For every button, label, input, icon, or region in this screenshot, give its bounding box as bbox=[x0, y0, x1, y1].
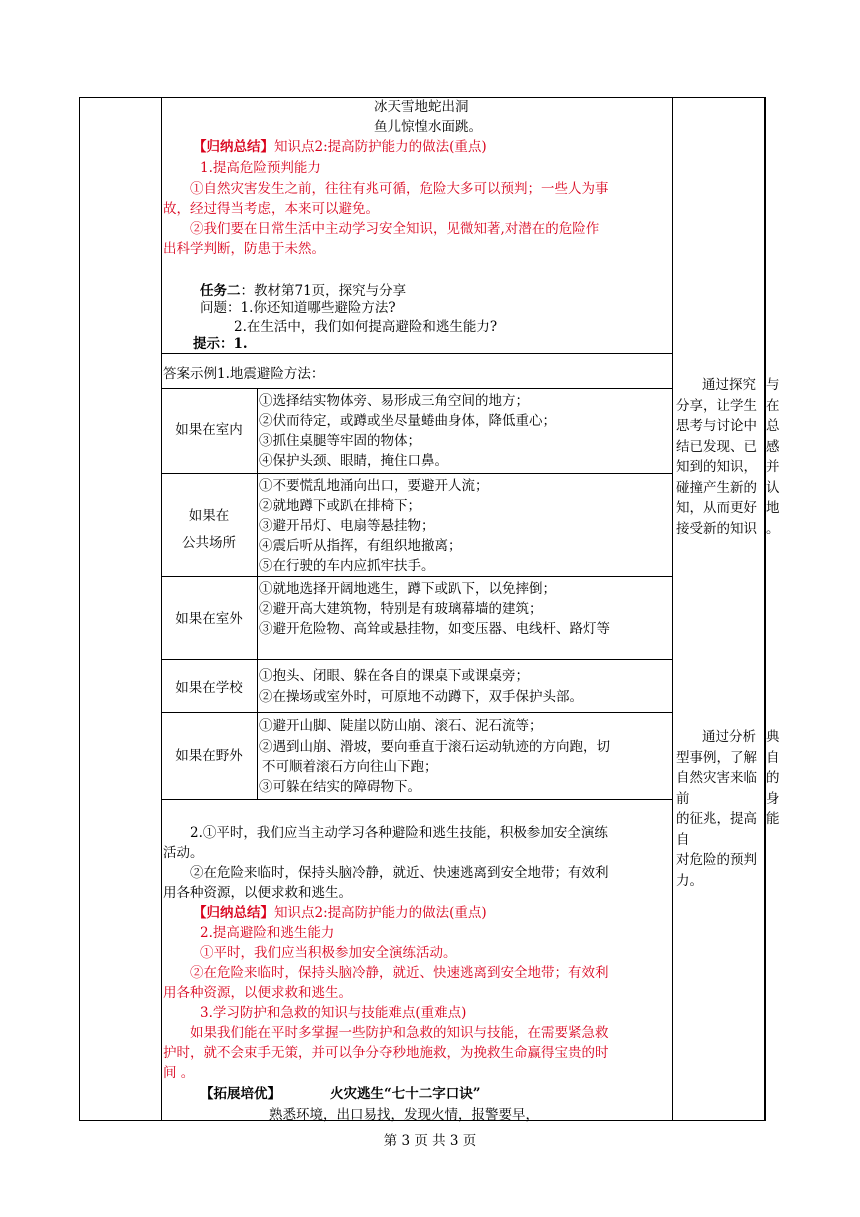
side-line: 力。 bbox=[676, 872, 703, 889]
task2-label: 任务二 bbox=[200, 283, 241, 299]
row-item: ③避开吊灯、电扇等悬挂物； bbox=[259, 518, 435, 534]
summary2-line1: ①平时，我们应当积极参加安全演练活动。 bbox=[200, 945, 457, 961]
row-item: ③避开危险物、高耸或悬挂物，如变压器、电线杆、路灯等 bbox=[259, 621, 610, 637]
summary-tag: 【归纳总结】 bbox=[193, 139, 274, 155]
summary2-line6: 间 。 bbox=[163, 1065, 195, 1081]
row-item: ②避开高大建筑物，特别是有玻璃幕墙的建筑； bbox=[259, 601, 543, 617]
answer2-line3: ②在危险来临时，保持头脑冷静，就近、快速逃离到安全地带；有效利 bbox=[190, 865, 609, 881]
hint-value: 1. bbox=[233, 336, 248, 352]
side-char: 并 bbox=[766, 459, 780, 475]
summary2-item3: 3.学习防护和急救的知识与技能难点(重难点) bbox=[200, 1005, 467, 1021]
design-intent-2b bbox=[766, 727, 786, 830]
divider bbox=[161, 659, 672, 660]
row-item: ①选择结实物体旁、易形成三角空间的地方； bbox=[259, 393, 529, 409]
task2-question-1: 问题：1.你还知道哪些避险方法? bbox=[200, 300, 396, 316]
answer2-line4: 用各种资源，以便求救和逃生。 bbox=[163, 885, 352, 901]
summary1-p1-line1: ①自然灾害发生之前，往往有兆可循，危险大多可以预判；一些人为事 bbox=[190, 181, 609, 197]
row-label-wild: 如果在野外 bbox=[175, 748, 243, 764]
poem-line-1: 冰天雪地蛇出洞 bbox=[374, 99, 469, 115]
extension-title: 火灾逃生“七十二字口诀” bbox=[330, 1086, 481, 1102]
side-line: 结已发现、已 bbox=[676, 438, 757, 455]
side-char: 的 bbox=[766, 770, 780, 786]
row-item: ③抓住桌腿等牢固的物体； bbox=[259, 433, 421, 449]
side-char: 身 bbox=[766, 790, 780, 807]
row-label-outdoor: 如果在室外 bbox=[175, 611, 243, 627]
side-char: 自 bbox=[766, 749, 780, 766]
design-intent-1 bbox=[676, 375, 764, 539]
side-char: 能 bbox=[766, 811, 780, 827]
answer-example: 答案示例1.地震避险方法： bbox=[163, 366, 325, 382]
side-line: 碰撞产生新的 bbox=[676, 479, 757, 496]
row-label-public-2: 公共场所 bbox=[182, 535, 236, 551]
row-item: ④保护头颈、眼睛，掩住口鼻。 bbox=[259, 453, 448, 469]
poem-line-2: 鱼儿惊惶水面跳。 bbox=[374, 119, 482, 135]
side-line: 分享，让学生 bbox=[676, 397, 757, 414]
side-line: 型事例，了解 bbox=[676, 749, 757, 766]
extension-line1: 熟悉环境，出口易找，发现火情，报警要早， bbox=[269, 1107, 539, 1123]
side-char: 认 bbox=[766, 479, 780, 496]
side-line: 对危险的预判 bbox=[676, 852, 757, 868]
row-item: ①不要慌乱地涌向出口，要避开人流； bbox=[259, 478, 489, 494]
task2-question-2: 2.在生活中，我们如何提高避险和逃生能力? bbox=[234, 319, 498, 335]
side-char: 总 bbox=[766, 418, 780, 434]
divider bbox=[161, 388, 672, 389]
row-item: ①抱头、闭眼、躲在各自的课桌下或课桌旁； bbox=[259, 668, 529, 684]
side-char: 地 bbox=[766, 500, 780, 516]
row-item: ③可躲在结实的障碍物下。 bbox=[259, 779, 421, 795]
hint-label: 提示： bbox=[193, 336, 234, 352]
side-line: 知到的知识， bbox=[676, 459, 757, 475]
row-item: ②就地蹲下或趴在排椅下； bbox=[259, 498, 421, 514]
row-item: ①避开山脚、陡崖以防山崩、滚石、泥石流等； bbox=[259, 718, 543, 734]
row-item: ②在操场或室外时，可原地不动蹲下，双手保护头部。 bbox=[259, 689, 583, 705]
side-line: 知，从而更好 bbox=[676, 500, 757, 516]
side-line: 自然灾害来临前 bbox=[676, 770, 757, 807]
extension-tag: 【拓展培优】 bbox=[200, 1086, 281, 1102]
answer2-line1: 2.①平时，我们应当主动学习各种避险和逃生技能，积极参加安全演练 bbox=[190, 825, 608, 841]
divider bbox=[257, 388, 258, 799]
row-item: 不可顺着滚石方向往山下跑； bbox=[262, 759, 438, 775]
side-line: 的征兆，提高自 bbox=[676, 811, 757, 848]
row-item: ②遇到山崩、滑坡，要向垂直于滚石运动轨迹的方向跑，切 bbox=[259, 739, 610, 755]
summary1-p2-line2: 出科学判断，防患于未然。 bbox=[163, 241, 325, 257]
divider bbox=[161, 576, 672, 577]
summary-tag: 【归纳总结】 bbox=[193, 905, 274, 921]
side-line: 接受新的知识 bbox=[676, 520, 757, 537]
divider bbox=[161, 353, 672, 354]
left-column bbox=[80, 98, 162, 1120]
summary2-heading bbox=[193, 903, 487, 923]
side-line: 通过分析 bbox=[702, 729, 756, 745]
task2-hint bbox=[193, 334, 248, 354]
side-line: 通过探究 bbox=[702, 377, 756, 393]
summary-heading-text: 知识点2:提高防护能力的做法(重点) bbox=[274, 139, 487, 155]
divider bbox=[161, 473, 672, 474]
page-footer: 第 3 页 共 3 页 bbox=[383, 1133, 477, 1149]
row-label-school: 如果在学校 bbox=[175, 680, 243, 696]
divider bbox=[161, 799, 672, 800]
summary2-line3: 用各种资源，以便求救和逃生。 bbox=[163, 985, 352, 1001]
summary2-line2: ②在危险来临时，保持头脑冷静，就近、快速逃离到安全地带；有效利 bbox=[190, 965, 609, 981]
side-char: 典 bbox=[766, 729, 780, 745]
summary1-heading bbox=[193, 137, 487, 157]
summary1-p2-line1: ②我们要在日常生活中主动学习安全知识，见微知著,对潜在的危险作 bbox=[190, 221, 600, 237]
side-line: 思考与讨论中 bbox=[676, 418, 757, 434]
side-char: 在 bbox=[766, 397, 780, 414]
row-item: ①就地选择开阔地逃生，蹲下或趴下，以免摔倒； bbox=[259, 581, 556, 597]
answer2-line2: 活动。 bbox=[163, 845, 204, 861]
summary2-line4: 如果我们能在平时多掌握一些防护和急救的知识与技能，在需要紧急救 bbox=[190, 1025, 609, 1041]
design-intent-1b bbox=[766, 375, 786, 539]
row-item: ②伏而待定，或蹲或坐尽量蜷曲身体，降低重心； bbox=[259, 413, 556, 429]
side-char: 感 bbox=[766, 438, 780, 455]
summary2-item-title: 2.提高避险和逃生能力 bbox=[200, 925, 335, 941]
row-item: ④震后听从指挥，有组织地撤离； bbox=[259, 538, 462, 554]
design-intent-2 bbox=[676, 727, 768, 891]
summary2-line5: 护时，就不会束手无策，并可以争分夺秒地施救，为挽救生命赢得宝贵的时 bbox=[163, 1045, 609, 1061]
row-label-indoor: 如果在室内 bbox=[175, 422, 243, 438]
divider bbox=[161, 712, 672, 713]
design-intent-column bbox=[673, 98, 765, 1120]
side-char: 与 bbox=[766, 377, 780, 393]
task2-text: ：教材第71页，探究与分享 bbox=[240, 283, 407, 299]
row-item: ⑤在行驶的车内应抓牢扶手。 bbox=[259, 558, 435, 574]
summary-heading-text: 知识点2:提高防护能力的做法(重点) bbox=[274, 905, 487, 921]
summary1-p1-line2: 故，经过得当考虑，本来可以避免。 bbox=[163, 201, 379, 217]
summary1-item-title: 1.提高危险预判能力 bbox=[200, 160, 321, 176]
side-char: 。 bbox=[766, 520, 780, 537]
row-label-public-1: 如果在 bbox=[188, 508, 230, 524]
